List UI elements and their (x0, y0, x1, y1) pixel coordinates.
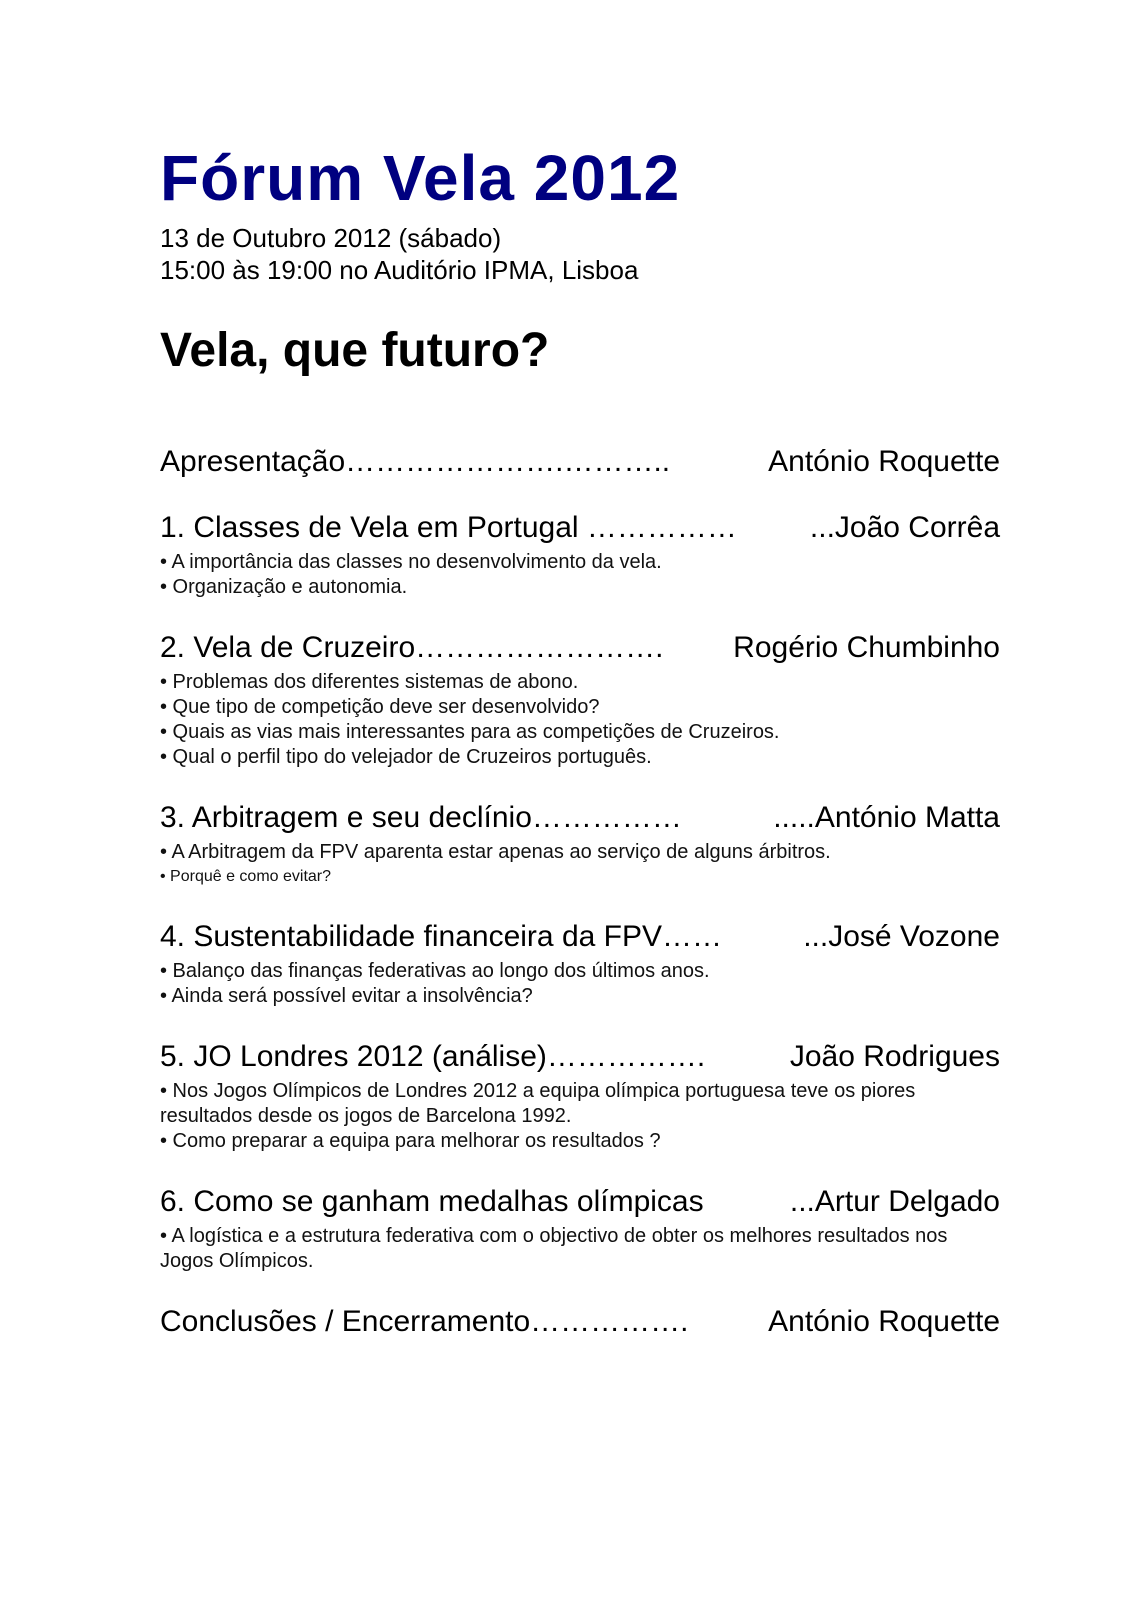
bullet-item: • A Arbitragem da FPV aparenta estar apenas ao serviço de alguns árbitros. (160, 841, 831, 863)
agenda-bullets (160, 1224, 1000, 1274)
bullet-item: • Quais as vias mais interessantes para as competições de Cruzeiros. (160, 721, 780, 743)
document-page (160, 140, 1000, 1340)
agenda-title: 2. Vela de Cruzeiro……………………. (160, 631, 664, 664)
agenda-bullets (160, 840, 1000, 889)
bullet-item: • Porquê e como evitar? (160, 868, 332, 885)
agenda-title: 1. Classes de Vela em Portugal …………… (160, 511, 737, 544)
agenda-bullets (160, 550, 1000, 600)
agenda-item-6 (160, 1184, 1000, 1274)
agenda-title: 4. Sustentabilidade financeira da FPV…… (160, 920, 722, 953)
agenda-item-conclusoes (160, 1304, 1000, 1340)
agenda-title: Conclusões / Encerramento……………. (160, 1305, 689, 1338)
agenda-row (160, 510, 1000, 546)
bullet-item: • Organização e autonomia. (160, 576, 408, 598)
agenda-item-1 (160, 510, 1000, 600)
agenda-item-3 (160, 800, 1000, 889)
bullet-item: • Nos Jogos Olímpicos de Londres 2012 a equipa olímpica portuguesa teve os piores resultados desde os jogos de Barcelona 1992. (160, 1080, 916, 1127)
agenda-speaker: António Roquette (768, 445, 1000, 478)
agenda-row (160, 1184, 1000, 1220)
agenda-bullets (160, 1079, 1000, 1154)
agenda-speaker: .....António Matta (773, 801, 1000, 834)
bullet-item: • Balanço das finanças federativas ao longo dos últimos anos. (160, 960, 710, 982)
agenda-title: 5. JO Londres 2012 (análise)……………. (160, 1040, 706, 1073)
agenda-title: Apresentação………………….……….. (160, 445, 671, 478)
bullet-item: • Ainda será possível evitar a insolvência? (160, 985, 533, 1007)
agenda-speaker: João Rodrigues (789, 1040, 1000, 1073)
event-theme: Vela, que futuro? (160, 324, 550, 377)
agenda (160, 444, 1000, 1340)
event-date: 13 de Outubro 2012 (sábado) (160, 223, 502, 253)
bullet-item: • Que tipo de competição deve ser desenvolvido? (160, 696, 600, 718)
agenda-title: 3. Arbitragem e seu declínio…………… (160, 801, 682, 834)
agenda-row (160, 800, 1000, 836)
bullet-item: • Qual o perfil tipo do velejador de Cruzeiros português. (160, 746, 652, 768)
agenda-bullets (160, 670, 1000, 770)
agenda-speaker: ...José Vozone (803, 920, 1000, 953)
event-time-place: 15:00 às 19:00 no Auditório IPMA, Lisboa (160, 255, 639, 285)
agenda-row (160, 1039, 1000, 1075)
agenda-item-apresentacao (160, 444, 1000, 480)
agenda-speaker: Rogério Chumbinho (733, 631, 1000, 664)
agenda-item-2 (160, 630, 1000, 770)
event-title: Fórum Vela 2012 (160, 142, 681, 214)
bullet-item: • A logística e a estrutura federativa com o objectivo de obter os melhores resultados nos Jogos Olímpicos. (160, 1225, 948, 1272)
agenda-speaker: ...Artur Delgado (789, 1185, 1000, 1218)
agenda-speaker: ...João Corrêa (809, 511, 1000, 544)
bullet-item: • A importância das classes no desenvolvimento da vela. (160, 551, 662, 573)
agenda-row (160, 630, 1000, 666)
bullet-item: • Problemas dos diferentes sistemas de abono. (160, 671, 579, 693)
agenda-title: 6. Como se ganham medalhas olímpicas (160, 1185, 704, 1218)
agenda-row (160, 1304, 1000, 1340)
agenda-item-4 (160, 919, 1000, 1009)
agenda-row (160, 919, 1000, 955)
agenda-speaker: António Roquette (768, 1305, 1000, 1338)
bullet-item: • Como preparar a equipa para melhorar os resultados ? (160, 1130, 661, 1152)
agenda-row (160, 444, 1000, 480)
agenda-item-5 (160, 1039, 1000, 1154)
agenda-bullets (160, 959, 1000, 1009)
